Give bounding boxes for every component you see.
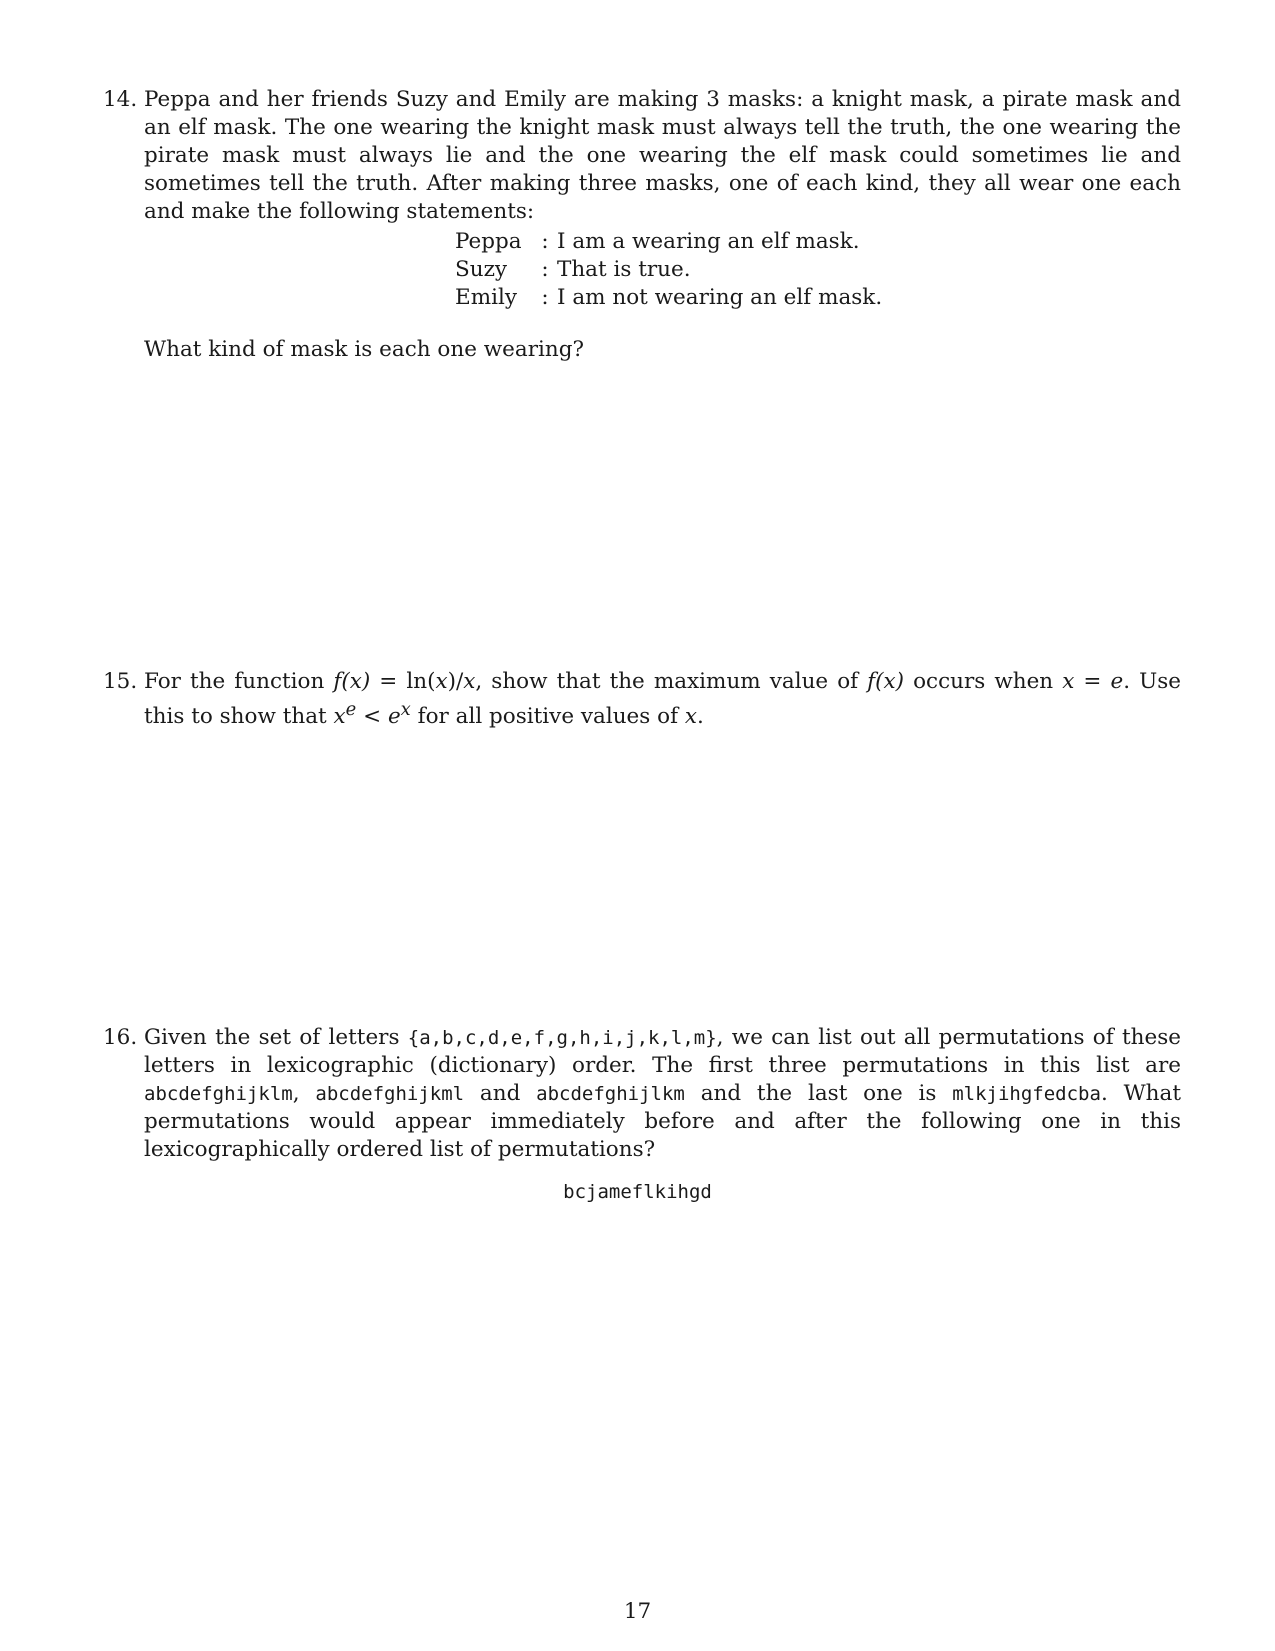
permutation-1: abcdefghijklm bbox=[144, 1083, 293, 1105]
speaker: Peppa bbox=[455, 229, 522, 254]
math-fx: f(x) bbox=[333, 669, 371, 694]
problem-15 bbox=[103, 668, 1181, 731]
statement: I am not wearing an elf mask. bbox=[557, 285, 883, 310]
statements-table bbox=[455, 228, 882, 312]
problem-14-question bbox=[103, 336, 1181, 364]
problem-number: 14. bbox=[103, 87, 138, 112]
permutation-2: abcdefghijkml bbox=[315, 1083, 465, 1105]
statement: I am a wearing an elf mask. bbox=[557, 229, 860, 254]
problem-16 bbox=[103, 1024, 1181, 1164]
statement: That is true. bbox=[557, 257, 691, 282]
statement-row bbox=[455, 228, 882, 256]
permutation-last: mlkjihgfedcba bbox=[952, 1083, 1101, 1105]
problem-text: Given the set of letters {a,b,c,d,e,f,g,h,i,j,k,l,m}, we can list out all permutations of these letters in lexicographic (dictionary) order. The first three permutations in this list are abcdefghijklm, abcdefghijkml and abcdefghijlkm and the last one is mlkjihgfedcba. What permutations would appear immediately before and after the following one in this lexicographically ordered list of permutations? bbox=[144, 1025, 1181, 1162]
question-text: What kind of mask is each one wearing? bbox=[144, 337, 585, 362]
speaker: Emily bbox=[455, 285, 517, 310]
statement-row bbox=[455, 284, 882, 312]
page-number: 17 bbox=[623, 1599, 652, 1624]
permutation-3: abcdefghijlkm bbox=[536, 1083, 685, 1105]
separator: : bbox=[541, 257, 549, 282]
statement-row bbox=[455, 256, 882, 284]
problem-text: For the function f(x) = ln(x)/x, show that the maximum value of f(x) occurs when x = e. Use this to show that $x^e < e^x$ for all positive values of x. bbox=[144, 669, 1182, 730]
separator: : bbox=[541, 229, 549, 254]
problem-number: 16. bbox=[103, 1025, 138, 1050]
problem-14 bbox=[103, 86, 1181, 226]
problem-number: 15. bbox=[103, 669, 138, 694]
target-permutation: bcjameflkihgd bbox=[563, 1181, 712, 1203]
speaker: Suzy bbox=[455, 257, 508, 282]
problem-text: Peppa and her friends Suzy and Emily are making 3 masks: a knight mask, a pirate mask and an elf mask. The one wearing the knight mask must always tell the truth, the one wearing the pirate mask must always lie and the one wearing the elf mask could sometimes lie and sometimes tell the truth. After making three masks, one of each kind, they all wear one each and make the following statements: bbox=[144, 87, 1181, 224]
separator: : bbox=[541, 285, 549, 310]
letter-set: {a,b,c,d,e,f,g,h,i,j,k,l,m} bbox=[407, 1027, 717, 1049]
